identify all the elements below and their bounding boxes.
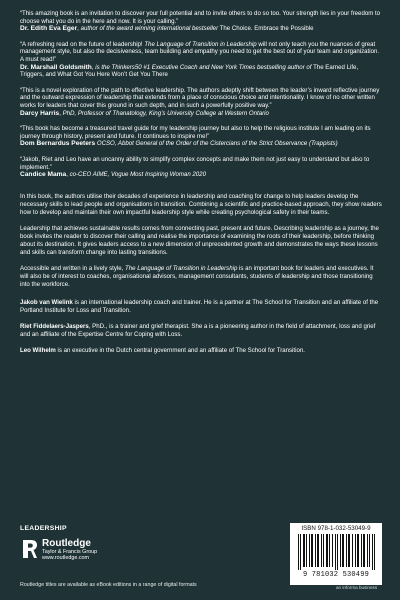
endorsements [20, 10, 382, 179]
endorsement-quote: “This book has become a treasured travel guide for my leadership journey but also to help the religious institute I am leading on its journey through history, present and future. It continues to inspire me!” [20, 125, 371, 140]
endorsement: “This amazing book is an invitation to discover your full potential and to invite others to do so too. Your strength lies in your freedom to choose what you do in the here and now. It is your calling.” Dr. Edith Eva Eger, author of the award winning international bestseller The Choice. Embrace the Possible [20, 10, 381, 33]
author-name: Riet Fiddelaers-Jaspers [20, 322, 89, 330]
book-title-mention: The Language of Transition in Leadership [125, 264, 238, 272]
publisher-group: Taylor & Francis Group [42, 549, 98, 555]
endorsement-quote: “This amazing book is an invitation to discover your full potential and to invite others to do so too. Your strength lies in your freedom to choose what you do in the here and now. It is your calling.” [20, 10, 381, 25]
endorser-name: Dr. Edith Eva Eger [20, 25, 78, 33]
publisher-name: Routledge [42, 538, 91, 549]
routledge-logo-icon [20, 539, 38, 559]
author-bio: Riet Fiddelaers-Jaspers, PhD., is a trainer and grief therapist. She a is a pioneering author in the field of attachment, loss and grief and an affiliate of the Expertise Centre for Coping with Loss. [20, 322, 376, 338]
publisher-logo [20, 537, 130, 565]
endorser-description: author of the award winning international bestseller [80, 25, 219, 33]
endorsement: “A refreshing read on the future of leadership! The Language of Transition in Leadership will not only teach you the nuances of great management style, but also the decisiveness, team building and empathy you need to get the best out of your team and organization. A must read!” Dr. Marshall Goldsmith, is the Thinkers50 #1 Executive Coach and New York Times bestselling author of The Earned Life, Triggers, and What Got You Here Won’t Get You There [20, 41, 382, 79]
author-bio: Leo Wilhelm is an executive in the Dutch central government and an affiliate of The School for Transition. [20, 346, 305, 354]
endorser-description: OCSO, Abbot General of the Order of the Cistercians of the Strict Observance (Trappists) [96, 140, 338, 148]
endorsement: “This is a novel exploration of the path to effective leadership. The authors adeptly shift between the leader’s inward reflective journey and the outward expression of leadership that extends from a place of conscious choice and intentionality. I know of no other written works for leaders that cover this ground in such depth, and in such a powerfully positive way.” Darcy Harris, PhD, Professor of Thanatology, King’s University College at Western Ontario [20, 87, 382, 117]
subject-category: LEADERSHIP [20, 525, 67, 532]
barcode [290, 523, 382, 585]
isbn-label: ISBN 978-1-032-53049-9 [301, 525, 371, 532]
publisher-url[interactable]: www.routledge.com [42, 555, 90, 561]
endorsement-quote: “Jakob, Riet and Leo have an uncanny ability to simplify complex concepts and make them not just easy to understand but also to implement.” [20, 155, 370, 171]
description-paragraph: Accessible and written in a lively style, The Language of Transition in Leadership is an important book for leaders and executives. It will also be of interest to coaches, organisational advisors, management consultants, students of leadership and those transitioning into the workforce. [20, 264, 374, 288]
endorser-name: Dom Bernardus Peeters [20, 140, 96, 148]
endorser-description: PhD, Professor of Thanatology, King’s University College at Western Ontario [62, 109, 269, 117]
ebook-note: Routledge titles are available as eBook editions in a range of digital formats [20, 582, 197, 588]
author-name: Leo Wilhelm [20, 346, 56, 354]
endorsement: “Jakob, Riet and Leo have an uncanny ability to simplify complex concepts and make them not just easy to understand but also to implement.” Candice Mama, co-CEO AIME, Vogue Most Inspiring Woman 2020 [20, 156, 382, 179]
description-paragraph: In this book, the authors utilise their decades of experience in leadership and coaching for change to help leaders develop the necessary skills to lead people and organisations in transition. Combining a scientific and practice-based approach, they show readers how to develop and maintain their own impactful leadership style while creating psychological safety in their teams. [20, 192, 382, 216]
back-cover-content [20, 10, 382, 363]
author-bio: Jakob van Wielink is an international leadership coach and trainer. He is a partner at The School for Transition and an affiliate of the Portland Institute for Loss and Transition. [20, 298, 379, 314]
endorser-description: co-CEO AIME, Vogue Most Inspiring Woman 2020 [69, 171, 206, 179]
endorsement-quote: “A refreshing read on the future of leadership! The Language of Transition in Leadership will not only teach you the nuances of great management style, but also the decisiveness, team building and empathy you need to get the best out of your team and organization. A must read!” [20, 40, 380, 63]
barcode-icon [296, 534, 376, 570]
endorser-name: Dr. Marshall Goldsmith [20, 63, 92, 71]
endorsement-quote: “This is a novel exploration of the path to effective leadership. The authors adeptly shift between the leader’s inward reflective journey and the outward expression of leadership that extends from a place of conscious choice and intentionality. I know of no other written works for leaders that cover this ground in such depth, and in such a powerfully positive way.” [20, 86, 380, 109]
barcode-digits: 9 781032 530499 [302, 571, 369, 579]
imprint-tagline: an informa business [336, 585, 378, 590]
endorser-name: Candice Mama [20, 171, 67, 179]
description-paragraph: Leadership that achieves sustainable results comes from connecting past, present and future. Describing leadership as a journey, the book invites the reader to discover their calling and realise the importance of examining the roots of their leadership, before thinking about its destination. It gives leaders access to a new dimension of unprecedented growth and demonstrates the ways these lessons and skills can transform change into lasting transitions. [20, 224, 379, 256]
endorser-name: Darcy Harris [20, 109, 60, 117]
endorsement [20, 125, 382, 148]
author-name: Jakob van Wielink [20, 298, 73, 306]
endorser-description: is the Thinkers50 #1 Executive Coach and New York Times bestselling author of [95, 63, 312, 71]
